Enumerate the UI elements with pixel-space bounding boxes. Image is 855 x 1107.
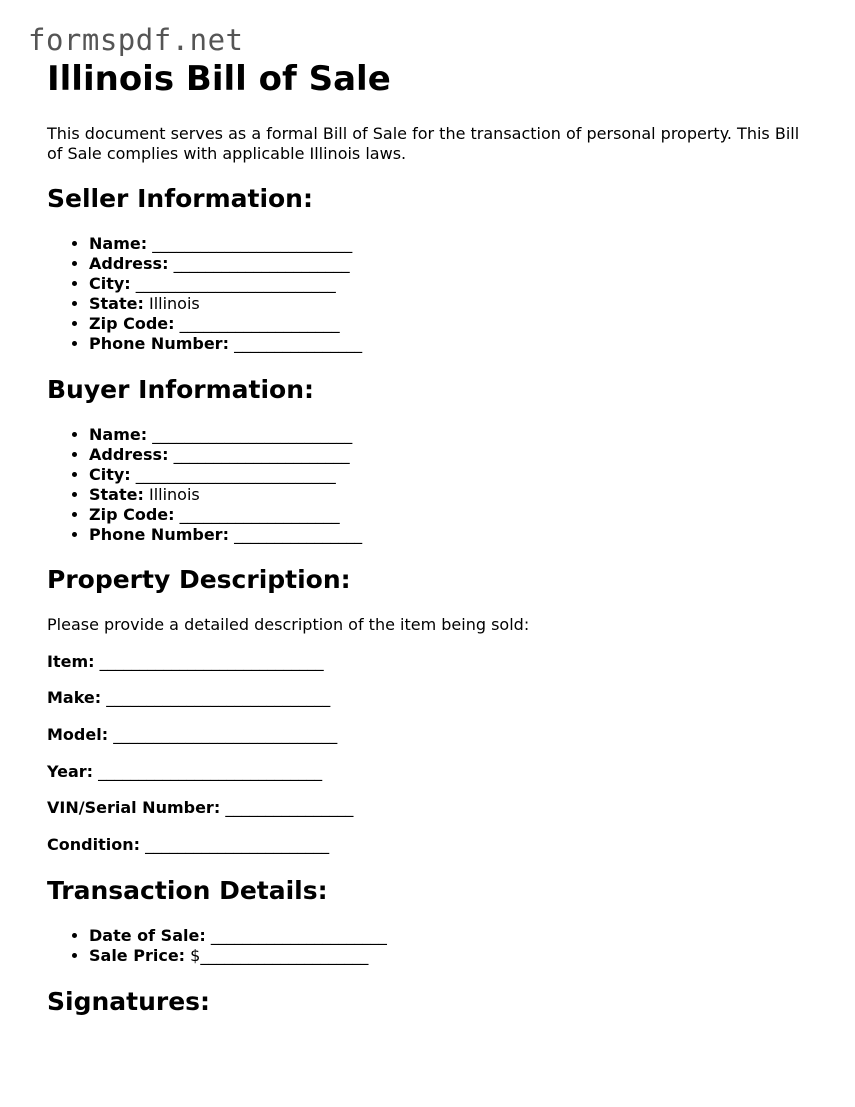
field-label: Phone Number: <box>89 525 229 544</box>
property-make-field <box>47 688 330 708</box>
field-label: City: <box>89 274 131 293</box>
property-year-field <box>47 762 322 782</box>
field-label: State: <box>89 485 144 504</box>
field-value[interactable]: ______________________ <box>173 254 350 273</box>
seller-state-field <box>89 294 362 314</box>
field-value: Illinois <box>148 294 200 313</box>
sale-price-field <box>89 946 387 966</box>
field-value[interactable]: _________________________ <box>135 465 336 484</box>
field-label: Date of Sale: <box>89 926 206 945</box>
field-value[interactable]: ________________ <box>234 525 363 544</box>
buyer-state-field <box>89 485 362 505</box>
field-value[interactable]: ____________________________ <box>106 688 331 707</box>
field-label: Name: <box>89 234 148 253</box>
seller-phone-field <box>89 334 362 354</box>
field-label: Zip Code: <box>89 505 175 524</box>
field-label: Item: <box>47 652 95 671</box>
field-label: Condition: <box>47 835 140 854</box>
field-value[interactable]: ____________________________ <box>99 652 324 671</box>
field-label: Make: <box>47 688 102 707</box>
seller-city-field <box>89 274 362 294</box>
buyer-heading: Buyer Information: <box>47 375 315 404</box>
field-value[interactable]: $_____________________ <box>190 946 369 965</box>
seller-field-list <box>47 234 362 354</box>
buyer-zip-field <box>89 505 362 525</box>
field-label: Phone Number: <box>89 334 229 353</box>
field-value[interactable]: ____________________ <box>179 505 340 524</box>
property-heading: Property Description: <box>47 565 351 594</box>
buyer-city-field <box>89 465 362 485</box>
field-value: Illinois <box>148 485 200 504</box>
field-label: Address: <box>89 445 169 464</box>
buyer-phone-field <box>89 525 362 545</box>
buyer-address-field <box>89 445 362 465</box>
field-value[interactable]: ____________________________ <box>113 725 338 744</box>
field-label: Sale Price: <box>89 946 186 965</box>
property-item-field <box>47 652 324 672</box>
field-value[interactable]: ________________ <box>225 798 354 817</box>
field-value[interactable]: _________________________ <box>152 234 353 253</box>
field-label: City: <box>89 465 131 484</box>
property-model-field <box>47 725 337 745</box>
property-instruction: Please provide a detailed description of the item being sold: <box>47 615 530 634</box>
field-label: State: <box>89 294 144 313</box>
property-condition-field <box>47 835 329 855</box>
transaction-heading: Transaction Details: <box>47 876 328 905</box>
field-value[interactable]: ____________________________ <box>98 762 323 781</box>
field-value[interactable]: ______________________ <box>173 445 350 464</box>
site-watermark: formspdf.net <box>28 23 244 57</box>
transaction-field-list <box>47 926 387 966</box>
field-label: VIN/Serial Number: <box>47 798 221 817</box>
buyer-name-field <box>89 425 362 445</box>
sale-date-field <box>89 926 387 946</box>
field-label: Zip Code: <box>89 314 175 333</box>
property-vin-field <box>47 798 353 818</box>
signatures-heading: Signatures: <box>47 987 211 1016</box>
field-value[interactable]: ______________________ <box>210 926 387 945</box>
field-value[interactable]: _______________________ <box>145 835 330 854</box>
seller-zip-field <box>89 314 362 334</box>
field-label: Year: <box>47 762 94 781</box>
field-label: Address: <box>89 254 169 273</box>
field-label: Name: <box>89 425 148 444</box>
buyer-field-list <box>47 425 362 545</box>
field-label: Model: <box>47 725 109 744</box>
field-value[interactable]: _________________________ <box>135 274 336 293</box>
field-value[interactable]: ________________ <box>234 334 363 353</box>
seller-name-field <box>89 234 362 254</box>
seller-address-field <box>89 254 362 274</box>
field-value[interactable]: ____________________ <box>179 314 340 333</box>
document-title: Illinois Bill of Sale <box>47 59 391 99</box>
intro-paragraph: This document serves as a formal Bill of Sale for the transaction of personal property. This Bill of Sale complies with applicable Illinois laws. <box>47 124 800 163</box>
field-value[interactable]: _________________________ <box>152 425 353 444</box>
seller-heading: Seller Information: <box>47 184 313 213</box>
